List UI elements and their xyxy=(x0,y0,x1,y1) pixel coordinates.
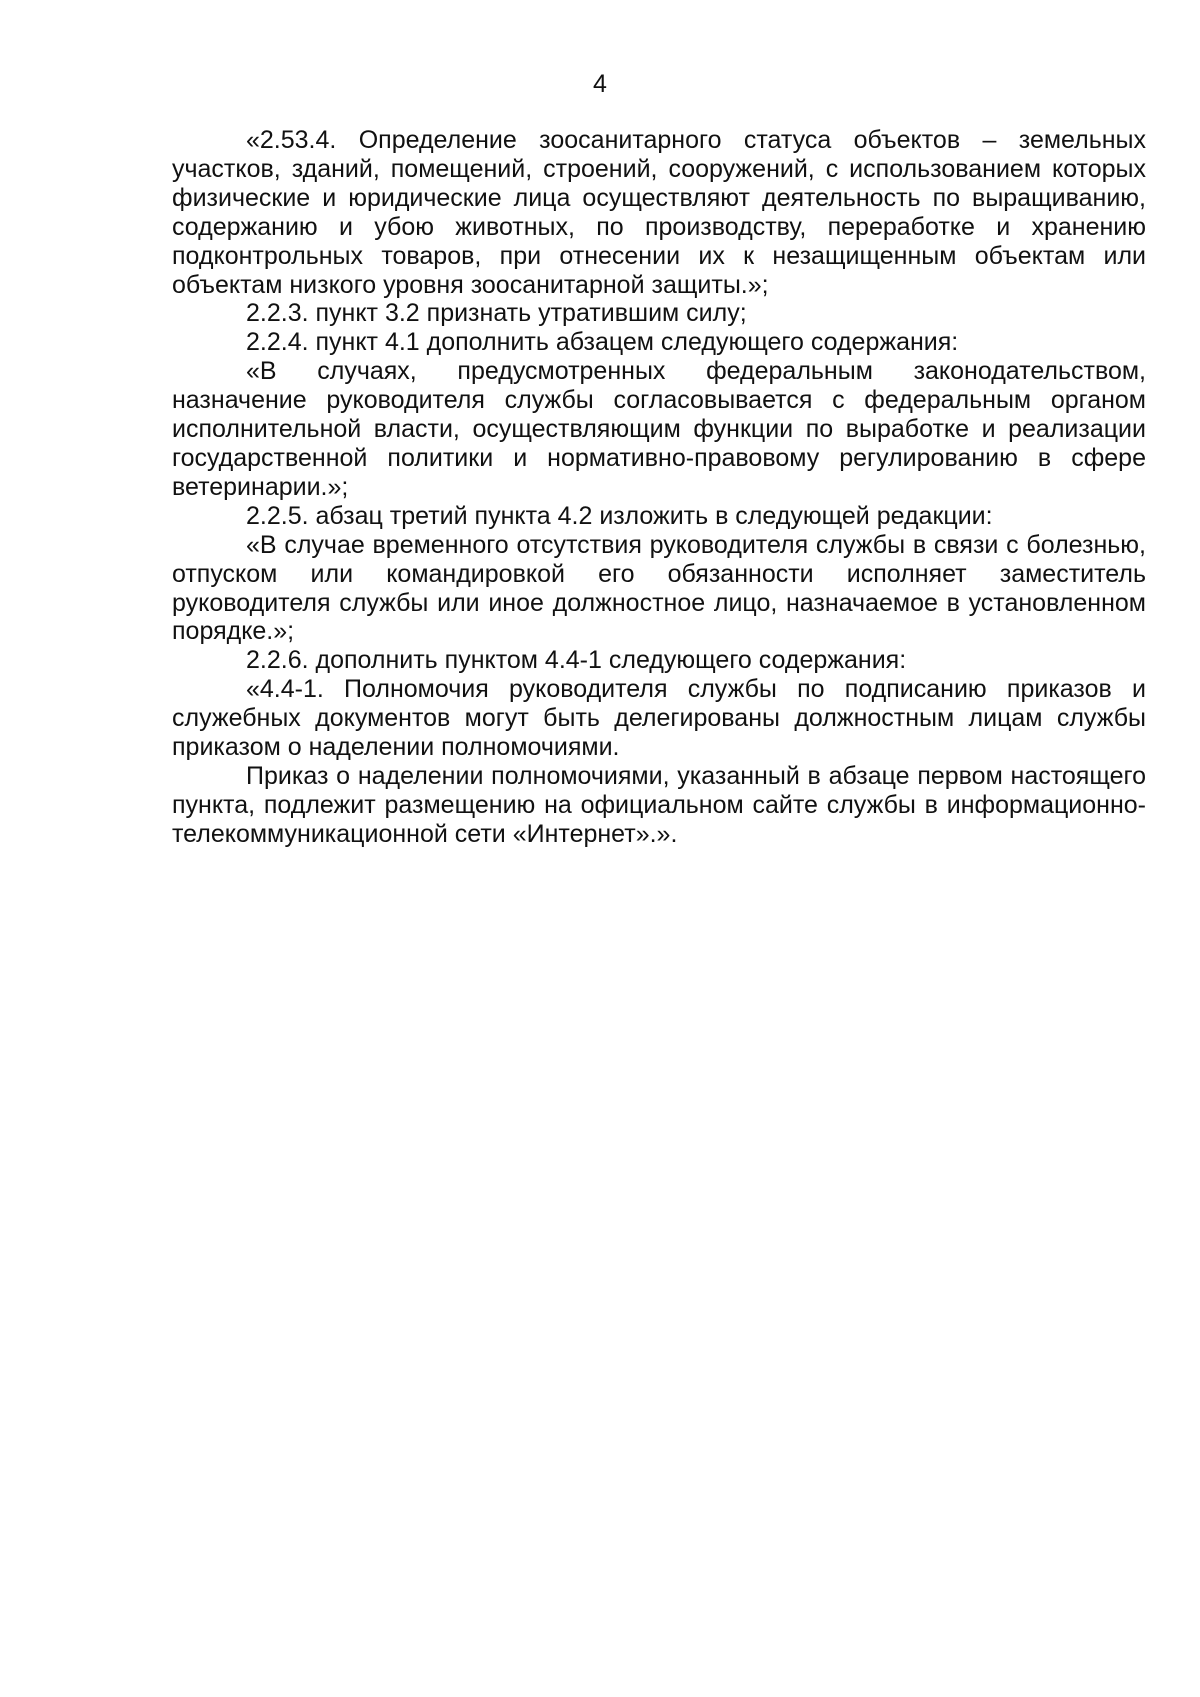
paragraph-4-2-new-text: «В случае временного отсутствия руководителя службы в связи с болезнью, отпуском или командировкой его обязанности исполняет заместитель руководителя службы или иное должностное лицо, назначаемое в установленном порядке.»; xyxy=(172,530,1146,646)
paragraph-2-2-6: 2.2.6. дополнить пунктом 4.4-1 следующего содержания: xyxy=(246,646,907,675)
paragraph-4-4-1: «4.4-1. Полномочия руководителя службы по подписанию приказов и служебных документов могут быть делегированы должностным лицам службы приказом о наделении полномочиями. xyxy=(172,675,1146,762)
paragraph-4-1-addition: «В случаях, предусмотренных федеральным законодательством, назначение руководителя службы согласовывается с федеральным органом исполнительной власти, осуществляющим функции по выработке и реализации государственной политики и нормативно-правовому регулированию в сфере ветеринарии.»; xyxy=(172,357,1146,501)
page-number: 4 xyxy=(593,70,607,98)
paragraph-2-2-5: 2.2.5. абзац третий пункта 4.2 изложить в следующей редакции: xyxy=(246,501,993,530)
paragraph-2-2-4: 2.2.4. пункт 4.1 дополнить абзацем следующего содержания: xyxy=(246,328,959,357)
document-body xyxy=(172,126,1146,849)
paragraph-2-2-3: 2.2.3. пункт 3.2 признать утратившим силу; xyxy=(246,299,747,328)
paragraph-order-publication: Приказ о наделении полномочиями, указанный в абзаце первом настоящего пункта, подлежит размещению на официальном сайте службы в информационно-телекоммуникационной сети «Интернет».». xyxy=(172,761,1146,848)
paragraph-2-53-4: «2.53.4. Определение зоосанитарного статуса объектов – земельных участков, зданий, помещений, строений, сооружений, с использованием которых физические и юридические лица осуществляют деятельность по выращиванию, содержанию и убою животных, по производству, переработке и хранению подконтрольных товаров, при отнесении их к незащищенным объектам или объектам низкого уровня зоосанитарной защиты.»; xyxy=(172,126,1146,299)
